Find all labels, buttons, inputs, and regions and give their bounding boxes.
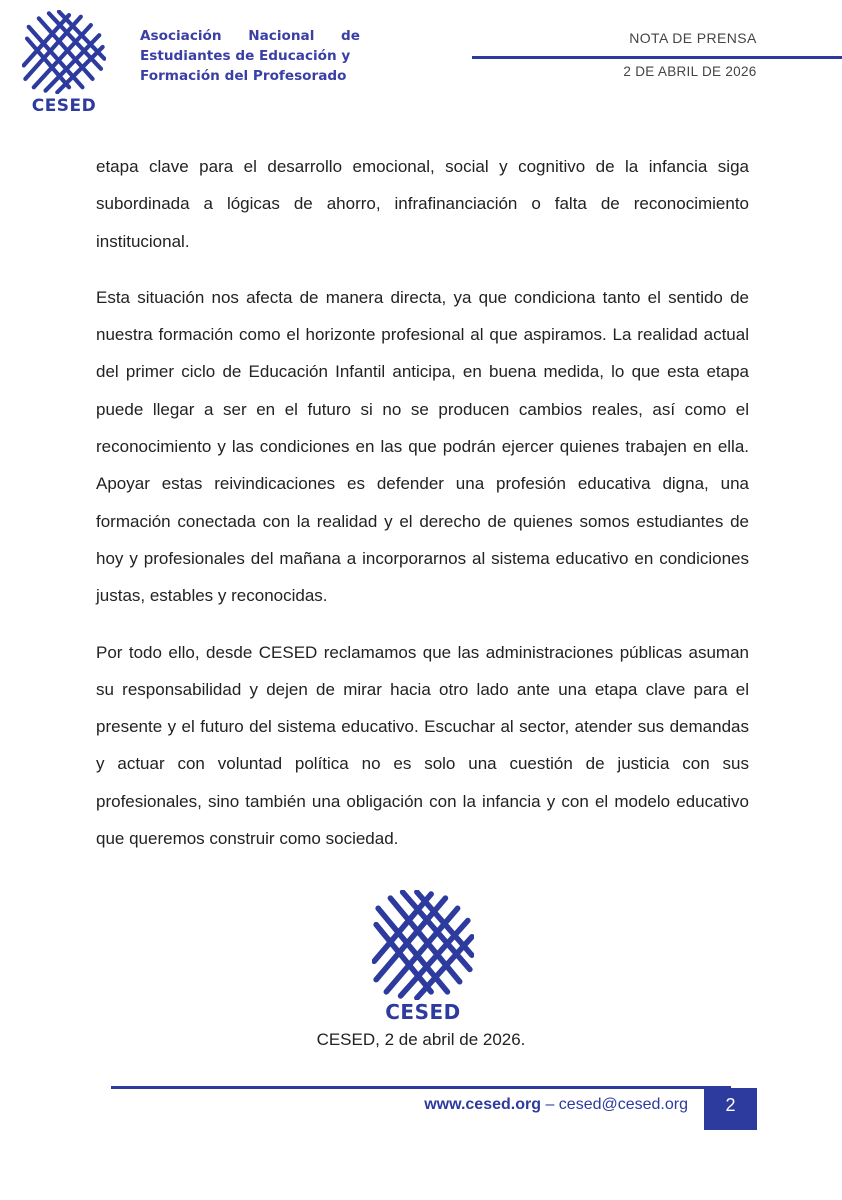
organization-name: [140, 26, 360, 86]
header-date: 2 DE ABRIL DE 2026: [623, 64, 757, 79]
org-word: Nacional: [248, 28, 315, 44]
contact-separator: –: [541, 1096, 559, 1113]
org-word: de: [341, 28, 360, 44]
paragraph-3: Por todo ello, desde CESED reclamamos que las administraciones públicas asuman su responsabilidad y dejen de mirar hacia otro lado ante una etapa clave para el presente y el futuro del sistema educativo. Escuchar al sector, atender sus demandas y actuar con voluntad política no es solo una cuestión de justicia con sus profesionales, sino también una obligación con la infancia y con el modelo educativo que queremos construir como sociedad.: [96, 642, 749, 849]
crosshatch-logo-icon: [22, 10, 106, 94]
cesed-logo-header: [22, 10, 106, 122]
paragraph-1: etapa clave para el desarrollo emocional, social y cognitivo de la infancia siga subordinada a lógicas de ahorro, infrafinanciación o falta de reconocimiento institucional.: [96, 157, 749, 251]
press-release-label: NOTA DE PRENSA: [629, 30, 757, 46]
paragraph-2: Esta situación nos afecta de manera directa, ya que condiciona tanto el sentido de nuestra formación como el horizonte profesional al que aspiramos. La realidad actual del primer ciclo de Educación Infantil anticipa, en buena medida, lo que esta etapa puede llegar a ser en el futuro si no se producen cambios reales, así como el reconocimiento y las condiciones en las que podrán ejercer quienes trabajen en ella. Apoyar estas reivindicaciones es defender una profesión educativa digna, una formación conectada con la realidad y el derecho de quienes somos estudiantes de hoy y profesionales del mañana a incorporarnos al sistema educativo en condiciones justas, estables y reconocidas.: [96, 287, 749, 606]
cesed-logo-signature: [372, 890, 474, 1024]
signoff-place-date: CESED, 2 de abril de 2026.: [316, 1030, 526, 1049]
document-body: [96, 148, 749, 876]
footer-divider: [111, 1086, 731, 1089]
org-word: Asociación: [140, 28, 222, 44]
email-link[interactable]: cesed@cesed.org: [558, 1096, 688, 1113]
crosshatch-logo-icon: [372, 890, 474, 1000]
logo-wordmark: CESED: [385, 1000, 461, 1024]
header-divider: [472, 56, 842, 59]
page-number: 2: [704, 1088, 757, 1130]
org-name-line-3: Formación del Profesorado: [140, 68, 347, 84]
footer-contact: [340, 1096, 688, 1114]
org-name-line-1: [140, 26, 360, 46]
website-link[interactable]: www.cesed.org: [424, 1096, 541, 1113]
org-name-line-2: Estudiantes de Educación y: [140, 48, 351, 64]
logo-wordmark: CESED: [31, 96, 97, 116]
